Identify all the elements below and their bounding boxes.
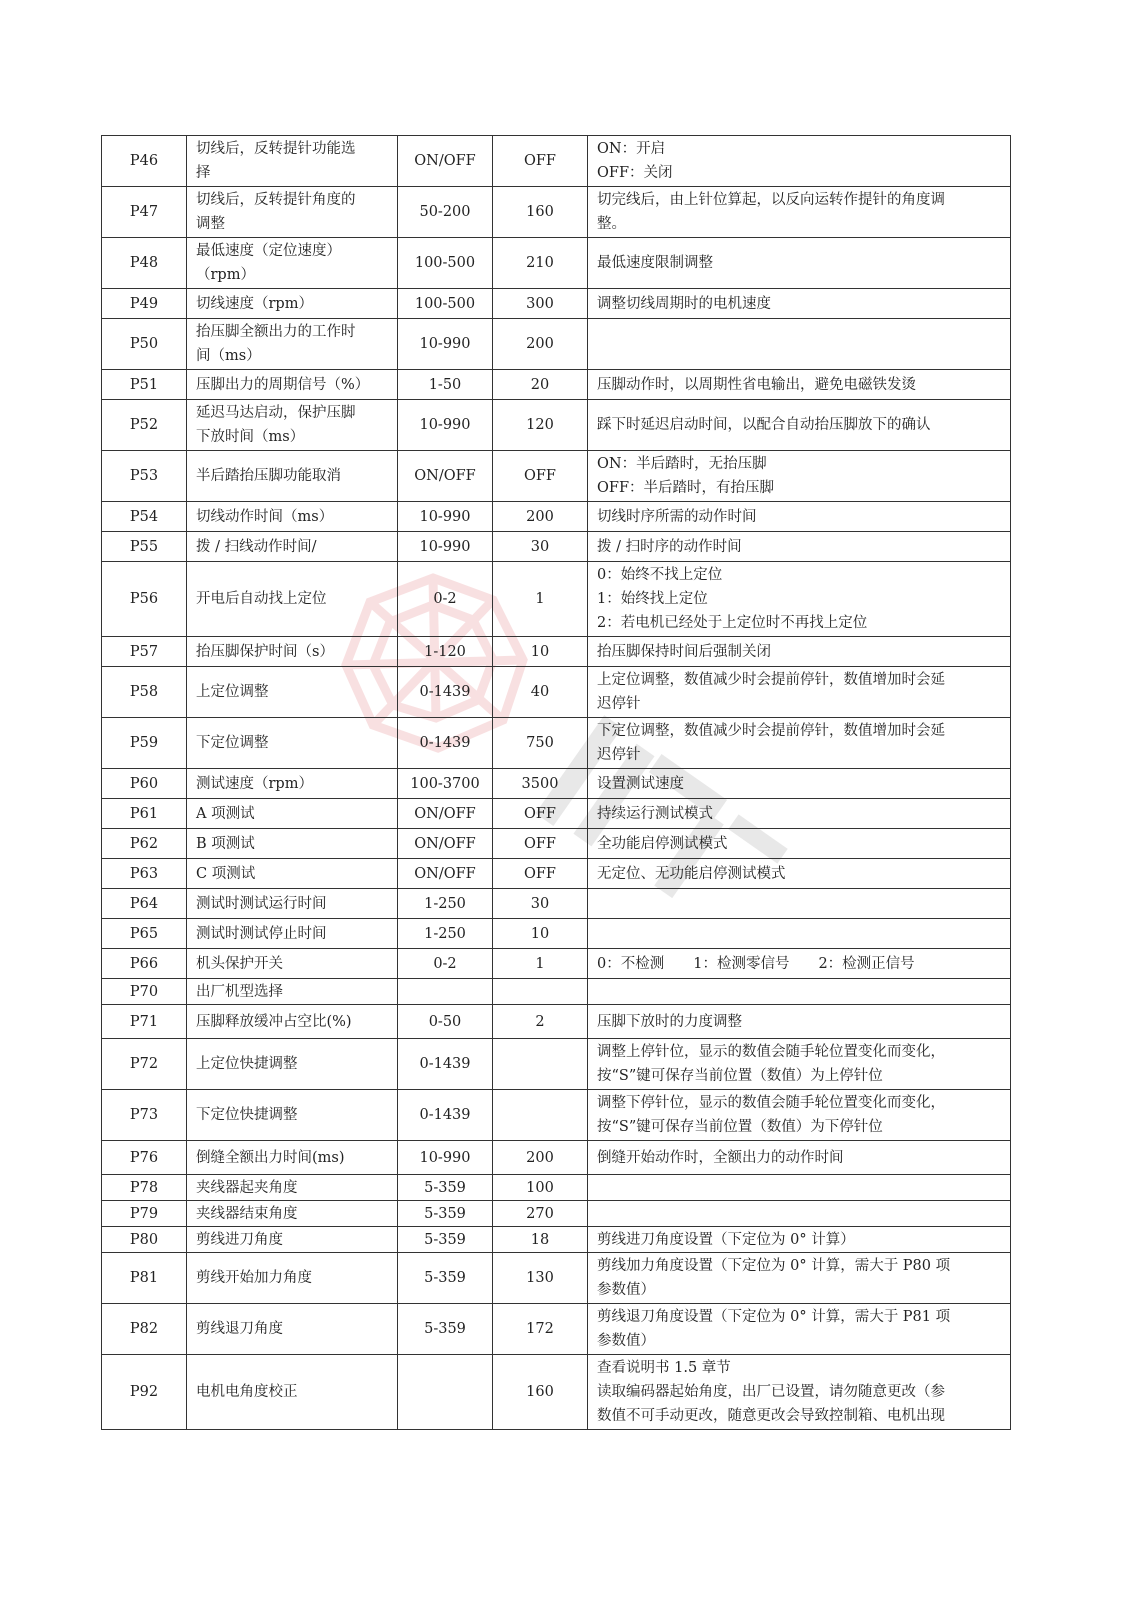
param-name-cell-line: 倒缝全额出力时间(ms): [196, 1149, 345, 1166]
param-name-cell: [187, 829, 398, 859]
param-name-cell: [187, 1304, 398, 1355]
param-range-cell: ON/OFF: [398, 859, 493, 889]
param-name-cell-line: C 项测试: [196, 865, 256, 882]
param-desc-cell: [588, 1201, 1011, 1227]
param-desc-cell-line: 踩下时延迟启动时间，以配合自动抬压脚放下的确认: [597, 417, 931, 433]
param-range-cell: 1-120: [398, 637, 493, 667]
table-row: [102, 949, 1011, 979]
param-range-cell: 100-3700: [398, 769, 493, 799]
table-row: [102, 502, 1011, 532]
param-id-cell: P82: [102, 1304, 187, 1355]
param-name-cell: [187, 1039, 398, 1090]
param-desc-cell-line: 剪线进刀角度设置（下定位为 0° 计算）: [597, 1231, 855, 1248]
param-name-cell-line: 机头保护开关: [196, 955, 283, 972]
param-desc-cell: [588, 532, 1011, 562]
param-desc-cell-line: 切线时序所需的动作时间: [597, 508, 757, 525]
param-name-cell: [187, 889, 398, 919]
param-desc-cell: [588, 718, 1011, 769]
param-desc-cell-line: 持续运行测试模式: [597, 805, 713, 822]
param-desc-cell: [588, 562, 1011, 637]
param-name-cell-line: 半后踏抬压脚功能取消: [196, 468, 341, 484]
param-desc-cell-line: 设置测试速度: [597, 775, 684, 792]
param-range-cell: 10-990: [398, 400, 493, 451]
param-range-cell: 5-359: [398, 1175, 493, 1201]
param-name-cell-line: 压脚释放缓冲占空比(%): [196, 1013, 352, 1030]
param-default-cell: 100: [493, 1175, 588, 1201]
param-range-cell: 10-990: [398, 319, 493, 370]
param-desc-cell-line: 抬压脚保持时间后强制关闭: [597, 643, 771, 660]
param-desc-cell: [588, 1090, 1011, 1141]
param-default-cell: 200: [493, 319, 588, 370]
param-name-cell-line: 剪线开始加力角度: [196, 1270, 312, 1286]
param-id-cell: P78: [102, 1175, 187, 1201]
param-name-cell-line: 夹线器结束角度: [196, 1205, 298, 1222]
param-desc-cell: [588, 502, 1011, 532]
param-desc-cell-line: OFF：半后踏时，有抬压脚: [597, 480, 775, 496]
param-desc-cell-line: ON：开启: [597, 141, 666, 157]
param-desc-cell-line: 压脚动作时，以周期性省电输出，避免电磁铁发烫: [597, 376, 916, 393]
param-name-cell-line: 最低速度（定位速度）: [196, 243, 341, 259]
param-name-cell: [187, 859, 398, 889]
table-row: [102, 1304, 1011, 1355]
param-id-cell: P92: [102, 1355, 187, 1430]
parameter-table: [101, 135, 1011, 1430]
param-desc-cell: [588, 829, 1011, 859]
param-name-cell: [187, 1005, 398, 1039]
param-desc-cell-line: 上定位调整，数值减少时会提前停针，数值增加时会延: [597, 672, 945, 688]
param-range-cell: 10-990: [398, 502, 493, 532]
param-desc-cell-line: 按“S”键可保存当前位置（数值）为上停针位: [597, 1068, 883, 1084]
table-row: [102, 187, 1011, 238]
param-range-cell: 5-359: [398, 1304, 493, 1355]
param-id-cell: P65: [102, 919, 187, 949]
param-desc-cell-line: 迟停针: [597, 747, 641, 763]
param-name-cell-line: 抬压脚保护时间（s）: [196, 643, 334, 660]
param-name-cell: [187, 1090, 398, 1141]
param-name-cell: [187, 799, 398, 829]
param-name-cell: [187, 1253, 398, 1304]
param-default-cell: 160: [493, 1355, 588, 1430]
param-range-cell: 0-1439: [398, 718, 493, 769]
table-row: [102, 1141, 1011, 1175]
param-id-cell: P50: [102, 319, 187, 370]
param-name-cell: [187, 637, 398, 667]
param-id-cell: P76: [102, 1141, 187, 1175]
param-id-cell: P46: [102, 136, 187, 187]
param-desc-cell-line: 2：若电机已经处于上定位时不再找上定位: [597, 615, 868, 631]
param-name-cell-line: 择: [196, 165, 211, 181]
param-name-cell-line: 切线后，反转提针功能选: [196, 141, 356, 157]
table-row: [102, 1039, 1011, 1090]
param-name-cell-line: 上定位快捷调整: [196, 1056, 298, 1072]
param-name-cell: [187, 718, 398, 769]
param-id-cell: P63: [102, 859, 187, 889]
param-default-cell: 270: [493, 1201, 588, 1227]
param-id-cell: P55: [102, 532, 187, 562]
param-id-cell: P64: [102, 889, 187, 919]
param-range-cell: 100-500: [398, 289, 493, 319]
param-range-cell: 0-1439: [398, 1039, 493, 1090]
param-desc-cell: [588, 238, 1011, 289]
param-range-cell: 0-2: [398, 949, 493, 979]
param-name-cell-line: 切线后，反转提针角度的: [196, 192, 356, 208]
param-name-cell-line: B 项测试: [196, 835, 255, 852]
param-default-cell: 130: [493, 1253, 588, 1304]
param-name-cell-line: 出厂机型选择: [196, 983, 283, 1000]
param-id-cell: P81: [102, 1253, 187, 1304]
param-default-cell: 200: [493, 502, 588, 532]
param-desc-cell-line: 最低速度限制调整: [597, 255, 713, 271]
param-desc-cell: [588, 769, 1011, 799]
param-name-cell-line: 下定位调整: [196, 735, 269, 751]
param-default-cell: 20: [493, 370, 588, 400]
param-default-cell: 40: [493, 667, 588, 718]
param-name-cell: [187, 919, 398, 949]
param-id-cell: P48: [102, 238, 187, 289]
param-name-cell-line: 剪线进刀角度: [196, 1231, 283, 1248]
param-id-cell: P52: [102, 400, 187, 451]
param-range-cell: 50-200: [398, 187, 493, 238]
param-desc-cell-line: 读取编码器起始角度，出厂已设置，请勿随意更改（参: [597, 1384, 945, 1400]
param-name-cell-line: 压脚出力的周期信号（%）: [196, 376, 370, 393]
param-name-cell-line: 切线速度（rpm）: [196, 295, 313, 312]
table-row: [102, 889, 1011, 919]
table-row: [102, 238, 1011, 289]
param-desc-cell-line: 无定位、无功能启停测试模式: [597, 865, 786, 882]
table-row: [102, 859, 1011, 889]
param-default-cell: 18: [493, 1227, 588, 1253]
param-default-cell: 3500: [493, 769, 588, 799]
param-range-cell: 100-500: [398, 238, 493, 289]
param-desc-cell-line: 0：不检测 1：检测零信号 2：检测正信号: [597, 955, 915, 972]
param-default-cell: OFF: [493, 799, 588, 829]
param-name-cell: [187, 1175, 398, 1201]
table-row: [102, 400, 1011, 451]
param-desc-cell-line: 下定位调整，数值减少时会提前停针，数值增加时会延: [597, 723, 945, 739]
param-name-cell-line: 剪线退刀角度: [196, 1321, 283, 1337]
param-desc-cell: [588, 1304, 1011, 1355]
param-name-cell: [187, 1355, 398, 1430]
param-desc-cell: [588, 136, 1011, 187]
param-range-cell: 0-50: [398, 1005, 493, 1039]
param-desc-cell: [588, 187, 1011, 238]
param-name-cell: [187, 979, 398, 1005]
param-desc-cell: [588, 919, 1011, 949]
table-row: [102, 829, 1011, 859]
param-default-cell: 200: [493, 1141, 588, 1175]
param-name-cell-line: 夹线器起夹角度: [196, 1179, 298, 1196]
param-default-cell: 120: [493, 400, 588, 451]
param-range-cell: 5-359: [398, 1227, 493, 1253]
param-range-cell: 1-50: [398, 370, 493, 400]
param-name-cell: [187, 769, 398, 799]
param-range-cell: ON/OFF: [398, 451, 493, 502]
param-desc-cell: [588, 949, 1011, 979]
param-desc-cell: [588, 1039, 1011, 1090]
param-range-cell: 0-2: [398, 562, 493, 637]
param-desc-cell: [588, 289, 1011, 319]
param-desc-cell: [588, 1227, 1011, 1253]
param-default-cell: OFF: [493, 136, 588, 187]
param-desc-cell: [588, 451, 1011, 502]
param-id-cell: P72: [102, 1039, 187, 1090]
param-id-cell: P80: [102, 1227, 187, 1253]
table-row: [102, 1355, 1011, 1430]
param-desc-cell: [588, 859, 1011, 889]
param-name-cell-line: 下放时间（ms）: [196, 429, 305, 445]
param-name-cell-line: （rpm）: [196, 267, 255, 283]
param-range-cell: 5-359: [398, 1253, 493, 1304]
param-default-cell: OFF: [493, 451, 588, 502]
param-default-cell: [493, 979, 588, 1005]
param-desc-cell-line: 调整下停针位，显示的数值会随手轮位置变化而变化，: [597, 1095, 945, 1111]
table-row: [102, 637, 1011, 667]
table-row: [102, 667, 1011, 718]
param-desc-cell: [588, 799, 1011, 829]
param-desc-cell: [588, 319, 1011, 370]
param-range-cell: [398, 979, 493, 1005]
param-name-cell-line: 上定位调整: [196, 684, 269, 700]
param-name-cell: [187, 667, 398, 718]
param-default-cell: 2: [493, 1005, 588, 1039]
param-name-cell: [187, 532, 398, 562]
table-row: [102, 799, 1011, 829]
param-default-cell: [493, 1090, 588, 1141]
param-range-cell: 1-250: [398, 889, 493, 919]
param-desc-cell: [588, 1141, 1011, 1175]
param-name-cell: [187, 949, 398, 979]
param-default-cell: 30: [493, 532, 588, 562]
param-desc-cell: [588, 979, 1011, 1005]
param-desc-cell: [588, 1005, 1011, 1039]
param-desc-cell-line: 切完线后，由上针位算起，以反向运转作提针的角度调: [597, 192, 945, 208]
param-default-cell: 172: [493, 1304, 588, 1355]
param-name-cell: [187, 502, 398, 532]
param-name-cell-line: 间（ms）: [196, 348, 261, 364]
param-default-cell: 160: [493, 187, 588, 238]
param-default-cell: 750: [493, 718, 588, 769]
param-default-cell: OFF: [493, 859, 588, 889]
param-range-cell: ON/OFF: [398, 829, 493, 859]
param-desc-cell: [588, 889, 1011, 919]
param-id-cell: P56: [102, 562, 187, 637]
param-desc-cell-line: 调整上停针位，显示的数值会随手轮位置变化而变化，: [597, 1044, 945, 1060]
table-row: [102, 1201, 1011, 1227]
param-id-cell: P58: [102, 667, 187, 718]
param-default-cell: 210: [493, 238, 588, 289]
param-default-cell: 10: [493, 637, 588, 667]
table-row: [102, 1005, 1011, 1039]
table-row: [102, 319, 1011, 370]
table-row: [102, 769, 1011, 799]
table-row: [102, 451, 1011, 502]
param-desc-cell-line: 倒缝开始动作时，全额出力的动作时间: [597, 1149, 844, 1166]
param-id-cell: P49: [102, 289, 187, 319]
table-row: [102, 1090, 1011, 1141]
param-id-cell: P57: [102, 637, 187, 667]
param-id-cell: P62: [102, 829, 187, 859]
param-name-cell: [187, 370, 398, 400]
param-default-cell: 1: [493, 949, 588, 979]
param-name-cell-line: 开电后自动找上定位: [196, 591, 327, 607]
param-default-cell: [493, 1039, 588, 1090]
param-name-cell: [187, 1141, 398, 1175]
param-desc-cell: [588, 370, 1011, 400]
param-desc-cell-line: 迟停针: [597, 696, 641, 712]
param-desc-cell-line: ON：半后踏时，无抬压脚: [597, 456, 767, 472]
param-range-cell: 10-990: [398, 532, 493, 562]
param-id-cell: P61: [102, 799, 187, 829]
param-range-cell: 5-359: [398, 1201, 493, 1227]
param-id-cell: P73: [102, 1090, 187, 1141]
table-row: [102, 979, 1011, 1005]
param-desc-cell: [588, 637, 1011, 667]
param-name-cell: [187, 187, 398, 238]
table-row: [102, 919, 1011, 949]
param-range-cell: ON/OFF: [398, 136, 493, 187]
param-name-cell: [187, 1227, 398, 1253]
param-name-cell: [187, 238, 398, 289]
table-row: [102, 370, 1011, 400]
param-name-cell-line: 切线动作时间（ms）: [196, 508, 334, 525]
table-row: [102, 1175, 1011, 1201]
param-desc-cell-line: 整。: [597, 216, 626, 232]
param-desc-cell: [588, 1355, 1011, 1430]
param-id-cell: P79: [102, 1201, 187, 1227]
param-id-cell: P66: [102, 949, 187, 979]
param-id-cell: P53: [102, 451, 187, 502]
param-desc-cell-line: 参数值）: [597, 1282, 655, 1298]
param-name-cell-line: 抬压脚全额出力的工作时: [196, 324, 356, 340]
param-name-cell: [187, 136, 398, 187]
param-desc-cell-line: 数值不可手动更改，随意更改会导致控制箱、电机出现: [597, 1408, 945, 1424]
param-desc-cell-line: 0：始终不找上定位: [597, 567, 723, 583]
param-name-cell-line: 拨 / 扫线动作时间/: [196, 538, 317, 555]
param-name-cell-line: 测试速度（rpm）: [196, 775, 313, 792]
param-name-cell: [187, 400, 398, 451]
param-range-cell: 10-990: [398, 1141, 493, 1175]
param-default-cell: 10: [493, 919, 588, 949]
param-id-cell: P70: [102, 979, 187, 1005]
param-id-cell: P60: [102, 769, 187, 799]
param-name-cell-line: 测试时测试运行时间: [196, 895, 327, 912]
param-name-cell-line: 延迟马达启动，保护压脚: [196, 405, 356, 421]
param-range-cell: ON/OFF: [398, 799, 493, 829]
param-desc-cell-line: OFF：关闭: [597, 165, 673, 181]
param-name-cell: [187, 451, 398, 502]
param-desc-cell: [588, 1175, 1011, 1201]
param-name-cell-line: A 项测试: [196, 805, 255, 822]
param-id-cell: P54: [102, 502, 187, 532]
param-name-cell: [187, 562, 398, 637]
param-range-cell: [398, 1355, 493, 1430]
table-row: [102, 289, 1011, 319]
param-name-cell: [187, 1201, 398, 1227]
param-desc-cell-line: 1：始终找上定位: [597, 591, 708, 607]
param-desc-cell: [588, 400, 1011, 451]
param-id-cell: P59: [102, 718, 187, 769]
param-range-cell: 1-250: [398, 919, 493, 949]
param-desc-cell-line: 剪线加力角度设置（下定位为 0° 计算，需大于 P80 项: [597, 1258, 951, 1274]
param-name-cell-line: 下定位快捷调整: [196, 1107, 298, 1123]
param-default-cell: 1: [493, 562, 588, 637]
param-name-cell-line: 电机电角度校正: [196, 1384, 298, 1400]
table-row: [102, 532, 1011, 562]
param-desc-cell-line: 参数值）: [597, 1333, 655, 1349]
table-row: [102, 718, 1011, 769]
param-id-cell: P47: [102, 187, 187, 238]
param-desc-cell-line: 查看说明书 1.5 章节: [597, 1360, 731, 1376]
param-desc-cell: [588, 1253, 1011, 1304]
param-desc-cell-line: 全功能启停测试模式: [597, 835, 728, 852]
param-name-cell: [187, 319, 398, 370]
param-desc-cell-line: 剪线退刀角度设置（下定位为 0° 计算，需大于 P81 项: [597, 1309, 951, 1325]
table-row: [102, 1227, 1011, 1253]
param-default-cell: 30: [493, 889, 588, 919]
param-name-cell-line: 调整: [196, 216, 225, 232]
table-row: [102, 136, 1011, 187]
param-id-cell: P71: [102, 1005, 187, 1039]
table-row: [102, 1253, 1011, 1304]
param-range-cell: 0-1439: [398, 1090, 493, 1141]
param-desc-cell-line: 拨 / 扫时序的动作时间: [597, 538, 742, 555]
param-desc-cell-line: 压脚下放时的力度调整: [597, 1013, 742, 1030]
param-desc-cell-line: 调整切线周期时的电机速度: [597, 295, 771, 312]
param-desc-cell: [588, 667, 1011, 718]
param-id-cell: P51: [102, 370, 187, 400]
param-range-cell: 0-1439: [398, 667, 493, 718]
param-default-cell: 300: [493, 289, 588, 319]
param-desc-cell-line: 按“S”键可保存当前位置（数值）为下停针位: [597, 1119, 883, 1135]
param-name-cell-line: 测试时测试停止时间: [196, 925, 327, 942]
table-row: [102, 562, 1011, 637]
param-name-cell: [187, 289, 398, 319]
param-default-cell: OFF: [493, 829, 588, 859]
